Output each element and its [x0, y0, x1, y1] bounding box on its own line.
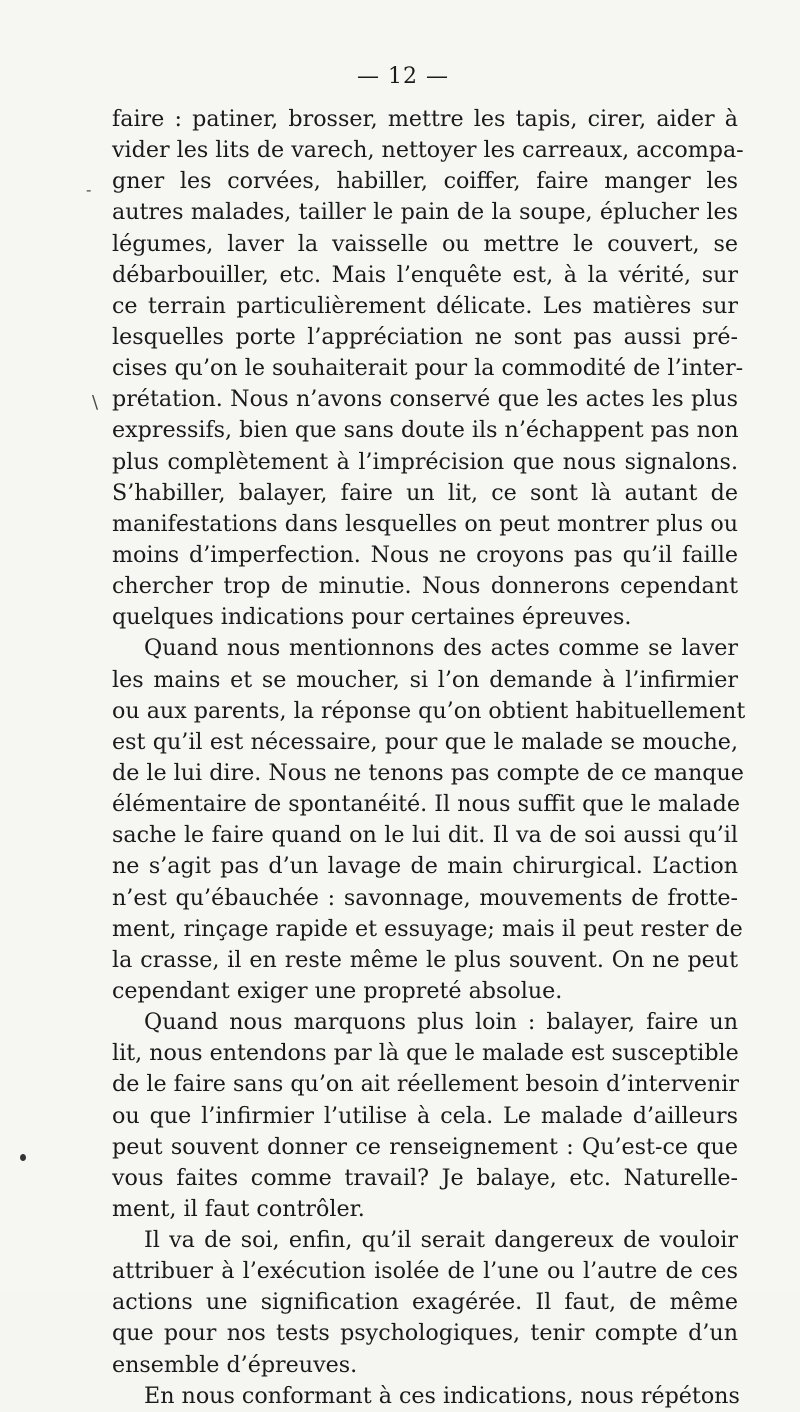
- text-line: lit, nous entendons par là que le malade est susceptible: [112, 1040, 739, 1067]
- text-line: est qu’il est nécessaire, pour que le malade se mouche,: [112, 728, 738, 755]
- text-line: lesquelles porte l’appréciation ne sont pas aussi pré-: [112, 323, 738, 350]
- text-line: légumes, laver la vaisselle ou mettre le couvert, se: [112, 230, 738, 257]
- text-line: vous faites comme travail? Je balaye, etc. Naturelle-: [112, 1164, 738, 1191]
- text-line: attribuer à l’exécution isolée de l’une ou l’autre de ces: [112, 1258, 738, 1285]
- text-line: Quand nous mentionnons des actes comme se laver: [144, 635, 738, 662]
- text-line: autres malades, tailler le pain de la soupe, éplucher les: [112, 199, 738, 226]
- text-line: chercher trop de minutie. Nous donnerons cependant: [112, 573, 738, 600]
- margin-dot-mark: [20, 1154, 26, 1161]
- text-line: sache le faire quand on le lui dit. Il va de soi aussi qu’il: [112, 822, 738, 849]
- text-line: plus complètement à l’imprécision que nous signalons.: [112, 448, 738, 475]
- text-line: peut souvent donner ce renseignement : Qu’est-ce que: [112, 1133, 738, 1160]
- text-line: moins d’imperfection. Nous ne croyons pas qu’il faille: [112, 541, 738, 568]
- text-line: débarbouiller, etc. Mais l’enquête est, à la vérité, sur: [112, 261, 738, 288]
- text-line: la crasse, il en reste même le plus souvent. On ne peut: [112, 946, 738, 973]
- text-line: Quand nous marquons plus loin : balayer, faire un: [144, 1009, 738, 1036]
- text-line: cises qu’on le souhaiterait pour la commodité de l’inter-: [112, 355, 744, 382]
- text-line: gner les corvées, habiller, coiffer, faire manger les: [112, 168, 738, 195]
- text-line: quelques indications pour certaines épreuves.: [112, 604, 632, 631]
- text-line: ment, rinçage rapide et essuyage; mais il peut rester de: [112, 915, 743, 942]
- text-line: de le faire sans qu’on ait réellement besoin d’intervenir: [112, 1071, 739, 1098]
- text-line: expressifs, bien que sans doute ils n’échappent pas non: [112, 417, 739, 444]
- text-line: actions une signification exagérée. Il faut, de même: [112, 1289, 738, 1316]
- text-line: manifestations dans lesquelles on peut montrer plus ou: [112, 510, 738, 537]
- text-line: ce terrain particulièrement délicate. Les matières sur: [112, 292, 738, 319]
- text-line: les mains et se moucher, si l’on demande à l’infirmier: [112, 666, 738, 693]
- text-line: élémentaire de spontanéité. Il nous suffit que le malade: [112, 791, 740, 818]
- body-text: [112, 104, 746, 1412]
- text-line: n’est qu’ébauchée : savonnage, mouvements de frotte-: [112, 884, 738, 911]
- margin-bar-mark: \: [92, 392, 99, 413]
- text-line: de le lui dire. Nous ne tenons pas compte de ce manque: [112, 759, 744, 786]
- text-line: ou que l’infirmier l’utilise à cela. Le malade d’ailleurs: [112, 1102, 738, 1129]
- text-line: ne s’agit pas d’un lavage de main chirurgical. L’action: [112, 853, 738, 880]
- text-line: que pour nos tests psychologiques, tenir compte d’un: [112, 1320, 738, 1347]
- text-line: S’habiller, balayer, faire un lit, ce sont là autant de: [112, 479, 738, 506]
- text-line: ou aux parents, la réponse qu’on obtient habituellement: [112, 697, 746, 724]
- text-line: ment, il faut contrôler.: [112, 1195, 365, 1222]
- text-line: En nous conformant à ces indications, nous répétons: [144, 1382, 740, 1409]
- text-line: faire : patiner, brosser, mettre les tapis, cirer, aider à: [112, 106, 738, 132]
- text-line: vider les lits de varech, nettoyer les carreaux, accompa-: [112, 137, 744, 164]
- text-line: ensemble d’épreuves.: [112, 1351, 358, 1378]
- text-line: prétation. Nous n’avons conservé que les actes les plus: [112, 386, 738, 413]
- page-number: — 12 —: [357, 64, 449, 89]
- text-line: Il va de soi, enfin, qu’il serait dangereux de vouloir: [144, 1227, 738, 1254]
- text-line: cependant exiger une propreté absolue.: [112, 977, 563, 1004]
- margin-dash-mark: -: [86, 180, 92, 199]
